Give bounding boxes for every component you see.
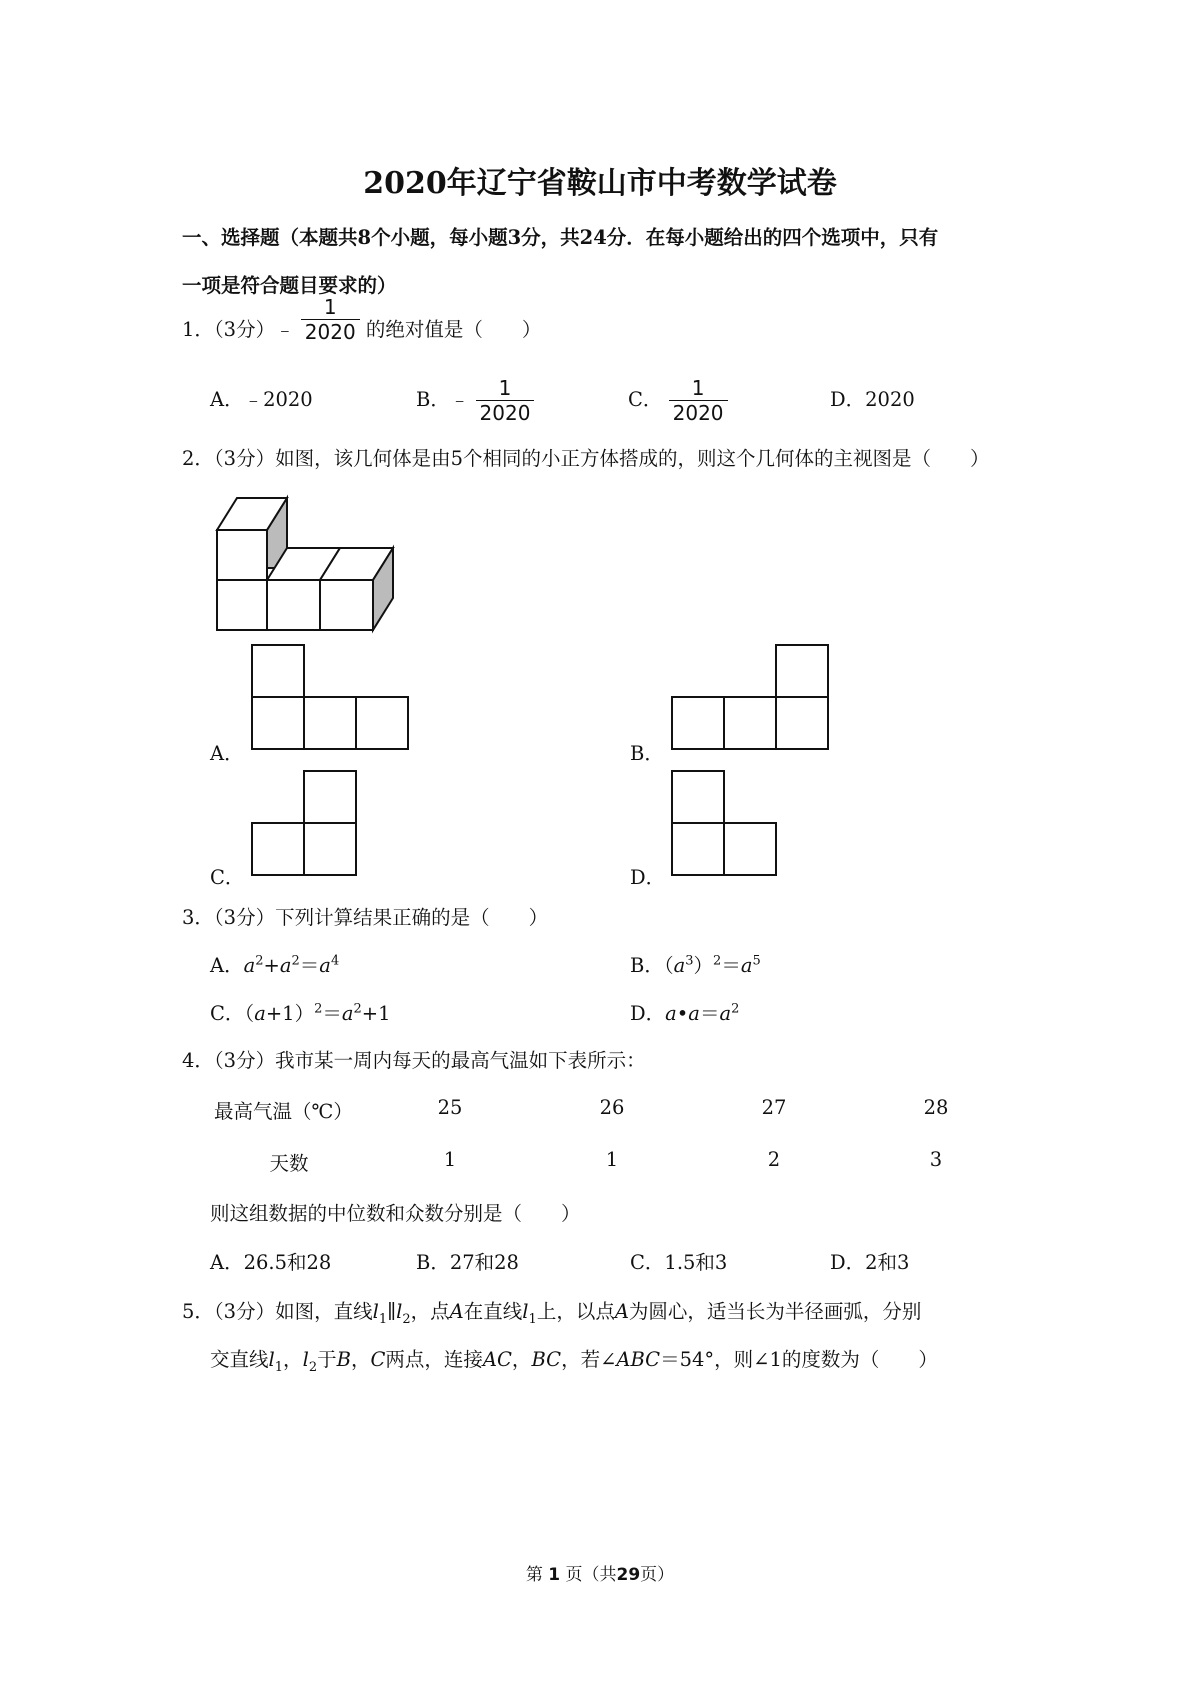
q2-option-b-label: B． (630, 742, 664, 765)
q4-table-cell: 28 (923, 1096, 949, 1119)
q1-option-b-den: 2020 (476, 400, 535, 425)
footer-text-a: 第 (525, 1565, 543, 1585)
q4-option-c: C．1.5和3 (630, 1251, 728, 1274)
q4-table-row2-header: 天数 (269, 1152, 309, 1175)
q2-option-c-label: C． (210, 866, 245, 889)
q1-frac-den: 2020 (301, 319, 360, 344)
footer-total-pages: 29 (616, 1565, 641, 1585)
q1-option-d: D．2020 (830, 388, 915, 411)
q4-table-cell: 1 (605, 1148, 619, 1171)
q4-table-cell: 25 (437, 1096, 463, 1119)
q4-subquestion: 则这组数据的中位数和众数分别是（ ） (210, 1202, 581, 1225)
q1-option-a: A．﹣2020 (210, 388, 313, 411)
q1-option-b-label: B．﹣ (416, 388, 470, 411)
footer-text-b: 页（共 (565, 1565, 617, 1585)
q1-suffix: 的绝对值是（ ） (365, 318, 542, 341)
question-3: 3．（3分）下列计算结果正确的是（ ） (182, 906, 549, 929)
q3-option-d-label: D． (630, 1002, 666, 1025)
q2-option-a-figure (252, 644, 412, 750)
q3-option-b: B．$(a^3)^2=a^5$ (630, 953, 761, 977)
q1-option-c-den: 2020 (669, 400, 728, 425)
page-title: 2020年辽宁省鞍山市中考数学试卷 (363, 166, 837, 201)
question-5-line2: 交直线$l_1$，$l_2$于B，C两点，连接AC，BC，若∠ABC＝54°，则∠1的度数为（ ） (210, 1348, 938, 1375)
q3-option-a-label: A． (210, 954, 244, 977)
q1-option-c-label: C． (628, 388, 663, 411)
q1-fraction (301, 295, 360, 344)
q2-option-d-label: D． (630, 866, 666, 889)
q1-option-b-fraction (476, 376, 535, 425)
section-heading-line1: 一、选择题（本题共8个小题，每小题3分，共24分．在每小题给出的四个选项中，只有 (182, 226, 939, 249)
q4-option-b: B．27和28 (416, 1251, 519, 1274)
q5-prefix: 5．（3分）如图，直线 (182, 1300, 373, 1323)
question-1 (182, 295, 542, 344)
page-footer (0, 1560, 1200, 1585)
q2-option-d-figure (672, 770, 782, 876)
q4-table-cell: 2 (767, 1148, 781, 1171)
question-2: 2．（3分）如图，该几何体是由5个相同的小正方体搭成的，则这个几何体的主视图是（ ） (182, 447, 990, 470)
section-heading-line2: 一项是符合题目要求的） (182, 274, 397, 297)
q4-table-cell: 3 (929, 1148, 943, 1171)
q2-option-c-figure (252, 770, 362, 876)
q4-table-cell: 26 (599, 1096, 625, 1119)
q3-option-d: D．$a•a=a^2$ (630, 1001, 740, 1025)
q1-frac-num: 1 (323, 295, 337, 319)
q4-table-row1-header: 最高气温（℃） (214, 1100, 353, 1123)
q4-table-cell: 27 (761, 1096, 787, 1119)
q3-option-c: C．$(a+1)^2=a^2+1$ (210, 1001, 391, 1025)
q2-option-a-label: A． (210, 742, 244, 765)
q4-option-a: A．26.5和28 (210, 1251, 332, 1274)
q3-option-a: A．$a^2+a^2=a^4$ (210, 953, 340, 977)
q2-3d-figure (200, 490, 430, 625)
q3-option-c-label: C． (210, 1002, 245, 1025)
q3-option-b-label: B． (630, 954, 664, 977)
q1-option-c-num: 1 (691, 376, 705, 400)
q2-option-b-figure (672, 644, 832, 750)
q1-option-c-fraction (669, 376, 728, 425)
q1-option-b (416, 376, 534, 425)
q5-line2-prefix: 交直线 (210, 1348, 269, 1371)
q1-option-b-num: 1 (498, 376, 512, 400)
q4-table-cell: 1 (443, 1148, 457, 1171)
q1-option-c (628, 376, 728, 425)
q1-prefix: 1．（3分）﹣ (182, 318, 295, 341)
footer-page-number: 1 (548, 1565, 561, 1585)
footer-text-c: 页） (640, 1565, 675, 1585)
question-5-line1: 5．（3分）如图，直线$l_1\parallel l_2$，点A在直线$l_1$上，以点A为圆心，适当长为半径画弧，分别 (182, 1300, 922, 1327)
question-4: 4．（3分）我市某一周内每天的最高气温如下表所示： (182, 1049, 646, 1072)
q4-option-d: D．2和3 (830, 1251, 910, 1274)
